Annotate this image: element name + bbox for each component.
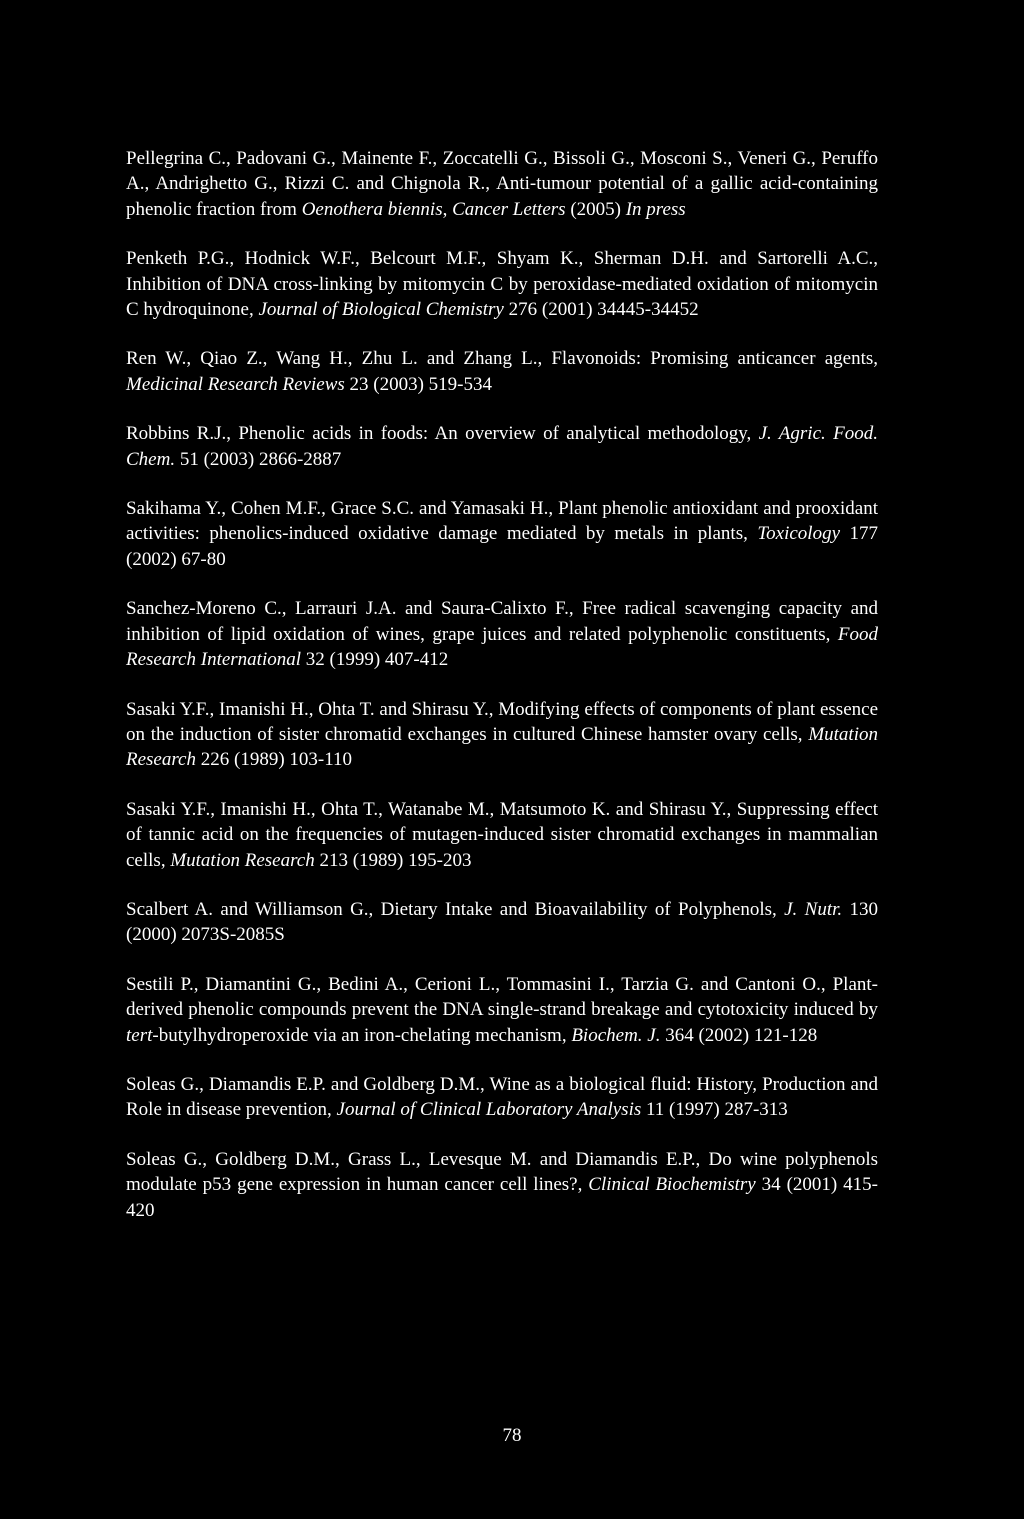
reference-entry: Robbins R.J., Phenolic acids in foods: An overview of analytical methodology, J. Agric. Food. Chem. 51 (2003) 2866-2887: [126, 423, 878, 470]
reference-entry: Soleas G., Goldberg D.M., Grass L., Levesque M. and Diamandis E.P., Do wine polyphenols modulate p53 gene expression in human cancer cell lines?, Clinical Biochemistry 34 (2001) 415-420: [126, 1148, 879, 1221]
reference-entry: Soleas G., Diamandis E.P. and Goldberg D.M., Wine as a biological fluid: History, Production and Role in disease prevention, Journal of Clinical Laboratory Analysis 11 (1997) 287-313: [126, 1073, 878, 1121]
reference-entry: Sanchez-Moreno C., Larrauri J.A. and Saura-Calixto F., Free radical scavenging capacity and inhibition of lipid oxidation of wines, grape juices and related polyphenolic constituents, Food Research International 32 (1999) 407-412: [126, 598, 878, 671]
reference-entry: Penketh P.G., Hodnick W.F., Belcourt M.F., Shyam K., Sherman D.H. and Sartorelli A.C., Inhibition of DNA cross-linking by mitomycin C by peroxidase-mediated oxidation of mitomycin C hydroquinone, Journal of Biological Chemistry 276 (2001) 34445-34452: [126, 248, 878, 321]
reference-entry: Sestili P., Diamantini G., Bedini A., Cerioni L., Tommasini I., Tarzia G. and Cantoni O., Plant-derived phenolic compounds prevent the DNA single-strand breakage and cytotoxicity induced by tert-butylhydroperoxide via an iron-chelating mechanism, Biochem. J. 364 (2002) 121-128: [126, 973, 878, 1046]
reference-list: [126, 146, 878, 1247]
reference-entry: Sasaki Y.F., Imanishi H., Ohta T. and Shirasu Y., Modifying effects of components of plant essence on the induction of sister chromatid exchanges in cultured Chinese hamster ovary cells, Mutation Research 226 (1989) 103-110: [126, 698, 878, 771]
page-number: 78: [502, 1425, 522, 1446]
reference-entry: Ren W., Qiao Z., Wang H., Zhu L. and Zhang L., Flavonoids: Promising anticancer agents, Medicinal Research Reviews 23 (2003) 519-534: [126, 348, 878, 395]
reference-entry: Pellegrina C., Padovani G., Mainente F., Zoccatelli G., Bissoli G., Mosconi S., Veneri G., Peruffo A., Andrighetto G., Rizzi C. and Chignola R., Anti-tumour potential of a gallic acid-containing phenolic fraction from Oenothera biennis, Cancer Letters (2005) In press: [126, 148, 878, 220]
reference-entry: Scalbert A. and Williamson G., Dietary Intake and Bioavailability of Polyphenols, J. Nutr. 130 (2000) 2073S-2085S: [126, 898, 878, 946]
reference-entry: Sasaki Y.F., Imanishi H., Ohta T., Watanabe M., Matsumoto K. and Shirasu Y., Suppressing effect of tannic acid on the frequencies of mutagen-induced sister chromatid exchanges in mammalian cells, Mutation Research 213 (1989) 195-203: [126, 798, 878, 871]
reference-entry: Sakihama Y., Cohen M.F., Grace S.C. and Yamasaki H., Plant phenolic antioxidant and prooxidant activities: phenolics-induced oxidative damage mediated by metals in plants, Toxicology 177 (2002) 67-80: [126, 498, 879, 570]
